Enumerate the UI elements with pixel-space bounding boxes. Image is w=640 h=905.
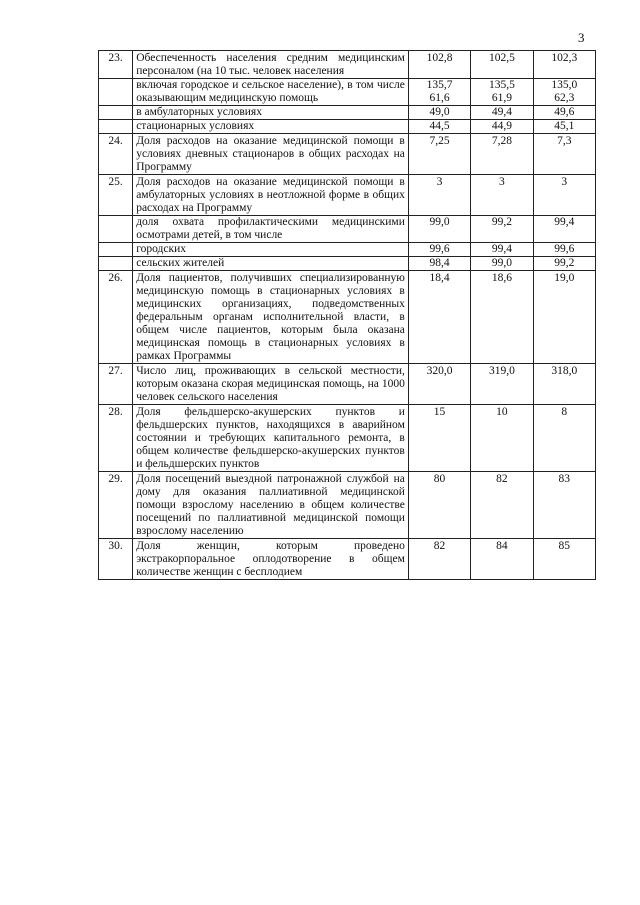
row-number: 30. xyxy=(99,539,133,580)
table-row xyxy=(99,472,596,539)
value-year-3: 3 xyxy=(533,175,595,216)
row-description: Обеспеченность населения средним медицинским персоналом (на 10 тыс. человек населения xyxy=(133,51,409,79)
row-description: сельских жителей xyxy=(133,257,409,271)
value-year-3: 99,4 xyxy=(533,216,595,243)
row-description: Доля посещений выездной патронажной службой на дому для оказания паллиативной медицинской помощи взрослому населению в общем количестве посещений по паллиативной медицинской помощи взрослому населению xyxy=(133,472,409,539)
value-year-2: 49,4 xyxy=(471,106,533,120)
row-description: Доля фельдшерско-акушерских пунктов и фельдшерских пунктов, находящихся в аварийном состоянии и требующих капитального ремонта, в общем количестве фельдшерско-акушерских пунктов и фельдшерских пунктов xyxy=(133,405,409,472)
value-year-3: 7,3 xyxy=(533,134,595,175)
row-description: стационарных условиях xyxy=(133,120,409,134)
value-year-2: 99,0 xyxy=(471,257,533,271)
row-number: 27. xyxy=(99,364,133,405)
row-number: 26. xyxy=(99,271,133,364)
row-description: доля охвата профилактическими медицинскими осмотрами детей, в том числе xyxy=(133,216,409,243)
value-year-2: 18,6 xyxy=(471,271,533,364)
value-year-3: 85 xyxy=(533,539,595,580)
row-description: Доля расходов на оказание медицинской помощи в условиях дневных стационаров в общих расходах на Программу xyxy=(133,134,409,175)
value-year-3: 8 xyxy=(533,405,595,472)
row-number xyxy=(99,106,133,120)
row-number xyxy=(99,257,133,271)
value-year-1: 15 xyxy=(408,405,470,472)
value-year-1: 102,8 xyxy=(408,51,470,79)
value-year-1: 135,7 61,6 xyxy=(408,79,470,106)
row-number xyxy=(99,216,133,243)
value-year-1: 49,0 xyxy=(408,106,470,120)
row-description: Число лиц, проживающих в сельской местности, которым оказана скорая медицинская помощь, на 1000 человек сельского населения xyxy=(133,364,409,405)
value-year-3: 318,0 xyxy=(533,364,595,405)
value-year-1: 99,6 xyxy=(408,243,470,257)
table-row xyxy=(99,257,596,271)
value-year-1: 18,4 xyxy=(408,271,470,364)
value-year-2: 44,9 xyxy=(471,120,533,134)
value-year-1: 7,25 xyxy=(408,134,470,175)
indicators-table xyxy=(98,50,596,580)
value-year-1: 80 xyxy=(408,472,470,539)
row-description: Доля пациентов, получивших специализированную медицинскую помощь в стационарных условиях в медицинских организациях, подведомственных федеральным органам исполнительной власти, в общем числе пациентов, которым была оказана медицинская помощь в стационарных условиях в рамках Программы xyxy=(133,271,409,364)
value-year-2: 82 xyxy=(471,472,533,539)
table-row xyxy=(99,79,596,106)
row-description: Доля женщин, которым проведено экстракорпоральное оплодотворение в общем количестве женщин с бесплодием xyxy=(133,539,409,580)
table-row xyxy=(99,175,596,216)
value-year-3: 49,6 xyxy=(533,106,595,120)
value-year-3: 83 xyxy=(533,472,595,539)
value-year-3: 102,3 xyxy=(533,51,595,79)
table-row xyxy=(99,51,596,79)
value-year-2: 10 xyxy=(471,405,533,472)
value-year-2: 3 xyxy=(471,175,533,216)
row-number: 25. xyxy=(99,175,133,216)
row-description: городских xyxy=(133,243,409,257)
value-year-1: 3 xyxy=(408,175,470,216)
value-year-1: 320,0 xyxy=(408,364,470,405)
value-year-3: 99,2 xyxy=(533,257,595,271)
row-number: 29. xyxy=(99,472,133,539)
value-year-2: 135,5 61,9 xyxy=(471,79,533,106)
value-year-3: 19,0 xyxy=(533,271,595,364)
value-year-1: 82 xyxy=(408,539,470,580)
table-row xyxy=(99,243,596,257)
value-year-2: 7,28 xyxy=(471,134,533,175)
row-number: 23. xyxy=(99,51,133,79)
row-number: 24. xyxy=(99,134,133,175)
value-year-1: 44,5 xyxy=(408,120,470,134)
row-number: 28. xyxy=(99,405,133,472)
table-row xyxy=(99,405,596,472)
row-description: Доля расходов на оказание медицинской помощи в амбулаторных условиях в неотложной форме в общих расходах на Программу xyxy=(133,175,409,216)
table-row xyxy=(99,216,596,243)
row-description: в амбулаторных условиях xyxy=(133,106,409,120)
table-row xyxy=(99,106,596,120)
value-year-1: 98,4 xyxy=(408,257,470,271)
row-number xyxy=(99,79,133,106)
value-year-2: 84 xyxy=(471,539,533,580)
row-number xyxy=(99,120,133,134)
row-number xyxy=(99,243,133,257)
page-number: 3 xyxy=(578,30,585,45)
value-year-1: 99,0 xyxy=(408,216,470,243)
table-row xyxy=(99,120,596,134)
value-year-2: 319,0 xyxy=(471,364,533,405)
value-year-3: 45,1 xyxy=(533,120,595,134)
table-row xyxy=(99,134,596,175)
table-row xyxy=(99,364,596,405)
value-year-2: 102,5 xyxy=(471,51,533,79)
value-year-3: 99,6 xyxy=(533,243,595,257)
value-year-2: 99,2 xyxy=(471,216,533,243)
value-year-3: 135,0 62,3 xyxy=(533,79,595,106)
value-year-2: 99,4 xyxy=(471,243,533,257)
row-description: включая городское и сельское население), в том числе оказывающим медицинскую помощь xyxy=(133,79,409,106)
table-row xyxy=(99,271,596,364)
table-row xyxy=(99,539,596,580)
